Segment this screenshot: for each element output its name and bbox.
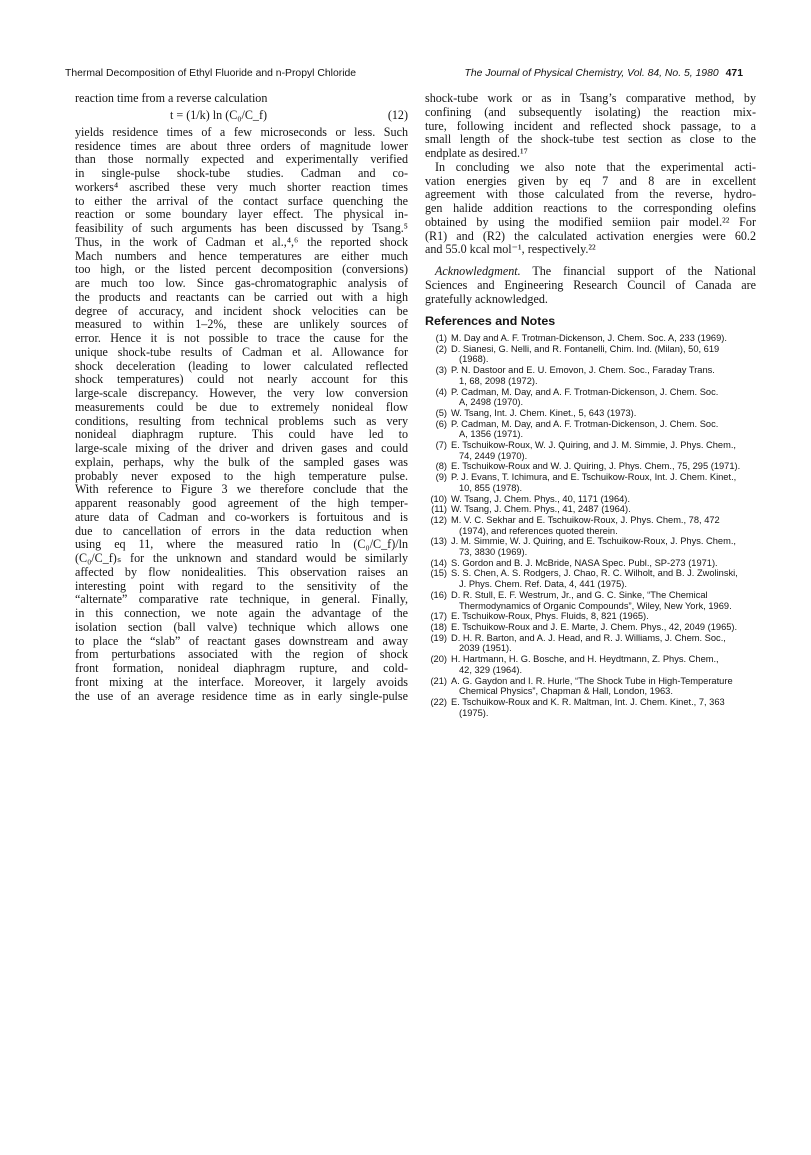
reference-text-line: Thermodynamics of Organic Compounds”, Wiley, New York, 1969. — [459, 600, 732, 611]
intro-line: reaction time from a reverse calculation — [75, 91, 268, 105]
body-line: “alternate” comparative rate technique, in general. Finally, — [75, 592, 408, 607]
reference-text-line: P. N. Dastoor and E. U. Emovon, J. Chem. Soc., Faraday Trans. — [451, 365, 715, 376]
reference-text-line: A, 2498 (1970). — [459, 397, 524, 408]
body-line: apparent reasonably good agreement of the high temper- — [75, 496, 408, 510]
body-line: from perturbations associated with the region of shock — [75, 647, 408, 662]
reference-item — [425, 558, 756, 569]
reference-text-line: W. Tsang, Int. J. Chem. Kinet., 5, 643 (1973). — [451, 407, 637, 418]
reference-item — [425, 676, 756, 697]
reference-item — [425, 461, 756, 472]
body-line: (C₀/C_f)ₛ for the unknown and standard would be similarly — [75, 551, 408, 565]
conclusion-paragraph — [425, 161, 756, 257]
reference-item — [425, 697, 756, 718]
reference-number: (5) — [435, 407, 447, 418]
body-line: shock deceleration (leading to lower calculated reflected — [75, 358, 408, 373]
reference-text-line: (1968). — [459, 354, 489, 365]
body-line: probably never exposed to the high temperature pulse. — [75, 468, 408, 483]
reference-text-line: 73, 3830 (1969). — [459, 547, 528, 558]
left-body-text — [75, 126, 408, 704]
body-line: Mach numbers and hence temperatures are either much — [75, 248, 408, 263]
reference-number: (20) — [430, 654, 447, 665]
reference-item — [425, 365, 756, 386]
reference-number: (13) — [430, 536, 447, 547]
reference-number: (22) — [430, 696, 447, 707]
reference-number: (11) — [431, 504, 447, 515]
equation-number: (12) — [387, 107, 408, 122]
reference-number: (16) — [430, 589, 447, 600]
body-line: yields residence times of a few microseconds or less. Such — [75, 124, 408, 139]
reference-item — [425, 633, 756, 654]
reference-number: (12) — [430, 514, 447, 525]
body-line: too high, or the listed percent decomposition (conversions) — [75, 262, 408, 277]
body-line: vation energies given by eq 7 and 8 are in excellent — [425, 173, 756, 188]
reference-text-line: E. Tschuikow-Roux, Phys. Fluids, 8, 821 (1965). — [451, 611, 649, 622]
body-line: due to cancellation of errors in the data reduction when — [75, 523, 408, 538]
body-line: shock temperatures) could not nearly account for this — [75, 372, 408, 387]
body-line: ture, following incident and reflected shock passage, to a — [425, 118, 756, 133]
body-line: large-scale mixing of the driver and driven gases and could — [75, 441, 408, 455]
reference-number: (19) — [430, 632, 447, 643]
body-line: shock-tube work or as in Tsang’s comparative method, by — [425, 91, 756, 105]
body-line: gen halide addition reactions to the corresponding olefins — [425, 201, 756, 215]
reference-item — [425, 568, 756, 589]
body-line: conditions, resulting from technical problems such as very — [75, 413, 408, 428]
reference-item — [425, 419, 756, 440]
reference-item — [425, 515, 756, 536]
body-line: affected by flow nonidealities. This observation raises an — [75, 564, 408, 579]
reference-text-line: S. Gordon and B. J. McBride, NASA Spec. Publ., SP-273 (1971). — [451, 557, 718, 568]
reference-text-line: 42, 329 (1964). — [459, 664, 523, 675]
reference-text-line: 74, 2449 (1970). — [459, 450, 528, 461]
body-line: confining (and subsequently isolating) the reaction mix- — [425, 104, 756, 119]
reference-item — [425, 504, 756, 515]
body-line: the products and reactants can be carried out with a high — [75, 289, 408, 304]
reference-number: (14) — [430, 557, 447, 568]
reference-item — [425, 536, 756, 557]
reference-text-line: D. R. Stull, E. F. Westrum, Jr., and G. C. Sinke, “The Chemical — [451, 589, 708, 600]
reference-item — [425, 494, 756, 505]
acknowledgment-paragraph — [425, 265, 756, 306]
reference-text-line: E. Tschuikow-Roux and W. J. Quiring, J. Phys. Chem., 75, 295 (1971). — [451, 461, 741, 472]
reference-number: (15) — [430, 568, 447, 579]
reference-item — [425, 387, 756, 408]
reference-text-line: H. Hartmann, H. G. Bosche, and H. Heydtmann, Z. Phys. Chem., — [451, 654, 719, 665]
reference-number: (9) — [435, 472, 447, 483]
reference-text-line: W. Tsang, J. Chem. Phys., 41, 2487 (1964). — [451, 504, 631, 515]
body-line: reaction or some boundary layer effect. The physical in- — [75, 207, 408, 222]
reference-number: (1) — [435, 333, 447, 343]
reference-text-line: M. Day and A. F. Trotman-Dickenson, J. Chem. Soc. A, 233 (1969). — [451, 333, 727, 343]
body-line: in this connection, we note again the advantage of the — [75, 606, 408, 620]
reference-text-line: 10, 855 (1978). — [459, 482, 523, 493]
equation-12 — [75, 107, 408, 124]
acknowledgment-line: Sciences and Engineering Research Council of Canada are — [425, 277, 756, 292]
reference-text-line: P. Cadman, M. Day, and A. F. Trotman-Dickenson, J. Chem. Soc. — [451, 418, 719, 429]
body-line: unique shock-tube results of Cadman et al. Allowance for — [75, 344, 408, 359]
body-line: endplate as desired.¹⁷ — [425, 146, 528, 160]
reference-item — [425, 440, 756, 461]
reference-text-line: P. J. Evans, T. Ichimura, and E. Tschuikow-Roux, Int. J. Chem. Kinet., — [451, 472, 737, 483]
body-line: obtained by using the modified semiion pair model.²² For — [425, 214, 756, 229]
body-line: the use of an average residence time as in early single-pulse — [75, 688, 408, 703]
reference-item — [425, 654, 756, 675]
body-line: and 55.0 kcal mol⁻¹, respectively.²² — [425, 242, 596, 257]
body-line: ature data of Cadman and co-workers is fortuitous and is — [75, 509, 408, 524]
reference-text-line: M. V. C. Sekhar and E. Tschuikow-Roux, J. Phys. Chem., 78, 472 — [451, 514, 720, 525]
left-column — [75, 92, 408, 703]
references-list — [425, 333, 756, 718]
body-line: error. Hence it is not possible to trace the cause for the — [75, 331, 408, 345]
body-line: residence times are about three orders of magnitude lower — [75, 138, 408, 153]
reference-number: (8) — [435, 461, 447, 472]
body-line: using eq 11, where the measured ratio ln (C₀/C_f)/ln — [75, 537, 408, 552]
acknowledgment-line: gratefully acknowledged. — [425, 291, 548, 306]
body-line: front formation, nonideal diaphragm rupture, and cold- — [75, 661, 408, 675]
body-line: large-scale discrepancy. However, the very low conversion — [75, 386, 408, 400]
reference-item — [425, 622, 756, 633]
body-line: explain, perhaps, why the bulk of the sampled gases was — [75, 454, 408, 469]
acknowledgment-line: The financial support of the National — [532, 264, 756, 278]
reference-text-line: (1974), and references quoted therein. — [459, 525, 618, 536]
reference-number: (4) — [435, 386, 447, 397]
reference-number: (3) — [435, 365, 447, 376]
reference-number: (21) — [430, 675, 447, 686]
reference-text-line: D. Sianesi, G. Nelli, and R. Fontanelli, Chim. Ind. (Milan), 50, 619 — [451, 343, 720, 354]
reference-number: (2) — [435, 343, 447, 354]
reference-item — [425, 472, 756, 493]
body-line: In concluding we also note that the experimental acti- — [435, 159, 756, 174]
body-line: interesting point with regard to the sensitivity of the — [75, 578, 408, 593]
references-heading: References and Notes — [425, 314, 556, 329]
body-line: to either the arrival of the contact surface quenching the — [75, 193, 408, 208]
body-line: nonideal diaphragm rupture. This could have led to — [75, 427, 408, 442]
journal-name: The Journal of Physical Chemistry, Vol. 84, No. 5, 1980 — [464, 68, 719, 79]
right-column — [425, 92, 756, 718]
reference-number: (10) — [430, 493, 447, 504]
reference-number: (18) — [430, 621, 447, 632]
reference-text-line: J. M. Simmie, W. J. Quiring, and E. Tschuikow-Roux, J. Phys. Chem., — [451, 536, 737, 547]
reference-text-line: W. Tsang, J. Chem. Phys., 40, 1171 (1964). — [451, 493, 630, 504]
reference-text-line: E. Tschuikow-Roux and J. E. Marte, J. Chem. Phys., 42, 2049 (1965). — [451, 621, 738, 632]
body-line: With reference to Figure 3 we therefore conclude that the — [75, 482, 408, 497]
reference-number: (6) — [435, 418, 447, 429]
reference-text-line: Chemical Physics”, Chapman & Hall, London, 1963. — [459, 686, 673, 697]
body-line: in single-pulse shock-tube studies. Cadman and co- — [75, 166, 408, 180]
body-line: agreement with those calculated from the reverse, hydro- — [425, 187, 756, 202]
running-header — [65, 68, 743, 82]
body-line: isolation section (ball valve) technique which allows one — [75, 619, 408, 634]
reference-text-line: S. S. Chen, A. S. Rodgers, J. Chao, R. C. Wilholt, and B. J. Zwolinski, — [451, 568, 738, 579]
body-line: than those normally expected and experimentally verified — [75, 152, 408, 167]
body-line: measured to within 1–2%, these are unlikely sources of — [75, 317, 408, 332]
body-line: are much too low. Since gas-chromatographic analysis of — [75, 276, 408, 290]
continuation-paragraph — [425, 92, 756, 161]
reference-text-line: (1975). — [459, 707, 489, 718]
body-line: to place the “slab” of reactant gases downstream and away — [75, 633, 408, 648]
reference-item — [425, 611, 756, 622]
reference-number: (17) — [430, 611, 447, 622]
reference-item — [425, 590, 756, 611]
reference-text-line: E. Tschuikow-Roux and K. R. Maltman, Int. J. Chem. Kinet., 7, 363 — [451, 696, 725, 707]
body-line: Thus, in the work of Cadman et al.,⁴,⁶ the reported shock — [75, 234, 408, 249]
reference-item — [425, 408, 756, 419]
body-line: feasibility of such arguments has been discussed by Tsang.⁵ — [75, 221, 408, 235]
equation-formula: t = (1/k) ln (C₀/C_f) — [170, 107, 268, 122]
reference-text-line: P. Cadman, M. Day, and A. F. Trotman-Dickenson, J. Chem. Soc. — [451, 386, 719, 397]
body-line: measurements could be due to extremely nonideal flow — [75, 399, 408, 414]
reference-text-line: E. Tschuikow-Roux, W. J. Quiring, and J. M. Simmie, J. Phys. Chem., — [451, 440, 737, 451]
reference-text-line: A. G. Gaydon and I. R. Hurle, “The Shock Tube in High-Temperature — [451, 675, 733, 686]
journal-citation — [465, 68, 743, 79]
reference-text-line: 1, 68, 2098 (1972). — [459, 375, 538, 386]
article-running-title: Thermal Decomposition of Ethyl Fluoride and n-Propyl Chloride — [65, 68, 357, 79]
reference-item — [425, 333, 756, 344]
body-line: degree of accuracy, and incident shock velocities can be — [75, 303, 408, 318]
acknowledgment-first-line — [425, 265, 756, 279]
reference-text-line: D. H. R. Barton, and A. J. Head, and R. J. Williams, J. Chem. Soc., — [451, 632, 726, 643]
acknowledgment-label: Acknowledgment. — [435, 264, 521, 278]
body-line: workers⁴ ascribed these very much shorter reaction times — [75, 179, 408, 194]
reference-item — [425, 344, 756, 365]
reference-text-line: A, 1356 (1971). — [459, 429, 524, 440]
reference-text-line: 2039 (1951). — [459, 643, 512, 654]
page-number: 471 — [725, 68, 743, 79]
body-line: small length of the shock-tube test section as close to the — [425, 132, 756, 147]
reference-text-line: J. Phys. Chem. Ref. Data, 4, 441 (1975). — [459, 579, 627, 590]
body-line: (R1) and (R2) the calculated activation energies were 60.2 — [425, 228, 756, 243]
body-line: front mixing at the interface. Moreover, it largely avoids — [75, 674, 408, 689]
reference-number: (7) — [435, 440, 447, 451]
